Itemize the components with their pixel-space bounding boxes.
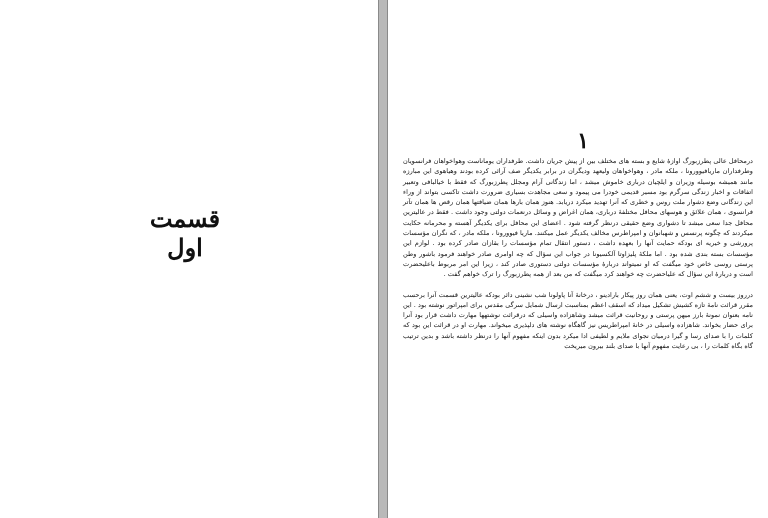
part-title: قسمت اول — [149, 204, 221, 262]
body-text — [403, 156, 753, 351]
left-page — [0, 0, 378, 518]
page-gutter — [378, 0, 388, 518]
chapter-number: ۱ — [577, 128, 589, 154]
paragraph-1: درمحافل عالی پطرزبورگ اوازهٔ شایع و بسته های مختلف بین از پیش جریان داشت. طرفداران یوماناست وهواخواهان فرانسویان وطرفداران ماریافیوورونا ، ملکه مادر ، وهواخواهان ولیعهد ودیگران در برابر یکدیگر صف آرائی کرده بودند وهیاهوی این مبارزه مانند همیشه بوسیله وزیران و ایلچیان درباری خاموش میشد ، اما زندگانی آرام ومجلل پطرزبورگ که فقط با خیالبافی وتعبیر اتفاقات و اخبار زندگی سرگرم بود مسیر قدیمی خودرا می پیمود و سعی مجاهدت بسیاری ضرورت داشت تاکسی بتواند از وراء این زندگانی وضع دشوار ملت روس و خطری که آنرا تهدید میکرد دریابد. هنوز همان بارها همان ضیافتها همان رقص ها همان تآتر فرانسوی ، همان علائق و هوسهای محافل مختلفهٔ درباری، همان اغراض و وسائل درنعمات دولتی وجود داشت . فقط در عالیترین محافل جدا سعی میشد تا دشواری وضع حقیقی درنظر گرفته شود . اعضای این محافل برای یکدیگر آهسته و محرمانه حکایت میکردند که چگونه پرنسس و شهبانوان و امپراطرس مخالف یکدیگر عمل میکنند. ماریا فیوورونا ، ملکه مادر ، که نگران مؤسسات پرورشی و خیریه ای بودکه حمایت آنها را بعهده داشت ، دستور انتقال تمام مؤسسات را بقازان صادر کرده بود . لوازم این مؤسسات بسته بندی شده بود . اما ملکهٔ پلیزاوتا آلکسیونا در جواب این سؤال که چه اوامری صادر خواهند فرمود باشور وطن پرستی روسی خاص خود میگفت که او نمیتواند دربارهٔ مؤسسات دولتی دستوری صادر کند ، زیرا این امر مربوط باعلیحضرت است و دربارهٔ این سؤال که علیاحضرت چه خواهند کرد میگفت که من بعد از همه پطرزبورگ را ترک خواهم گفت . — [403, 157, 753, 279]
paragraph-2: درروز بیست و ششم اوت، یعنی همان روز پیکار بارادینو ، درخانهٔ آنا پاولونا شب نشینی دائر بودکه عالیترین قسمت آنرا برحسب مقرر قرائت نامهٔ تازه کشیش تشکیل میداد که اسقف اعظم بمناسبت ارسال شمایل سرگی مقدس برای امپراتور نوشته بود . این نامه بعنوان نمونهٔ بارز میهن پرستی و روحانیت قرائت میشد وشاهزاده واسیلی که درقرائت نوشتهها مهارت داشت قرار بود آنرا برای حضار بخواند. شاهزاده واسیلی در خانهٔ امپراطریس نیز گاهگاه نوشته های دلپذیری میخواند. مهارت او در قرائت این بود که کلمات را با صدای رسا و گیرا درمیان نجوای ملایم و لطیفی ادا میکرد بدون اینکه مفهوم آنها را درنظر داشته باشد و بدین ترتیب گاه بگاه کلمات را ، بی رعایت مفهوم آنها با صدای بلند بیرون میریخت — [403, 290, 753, 351]
